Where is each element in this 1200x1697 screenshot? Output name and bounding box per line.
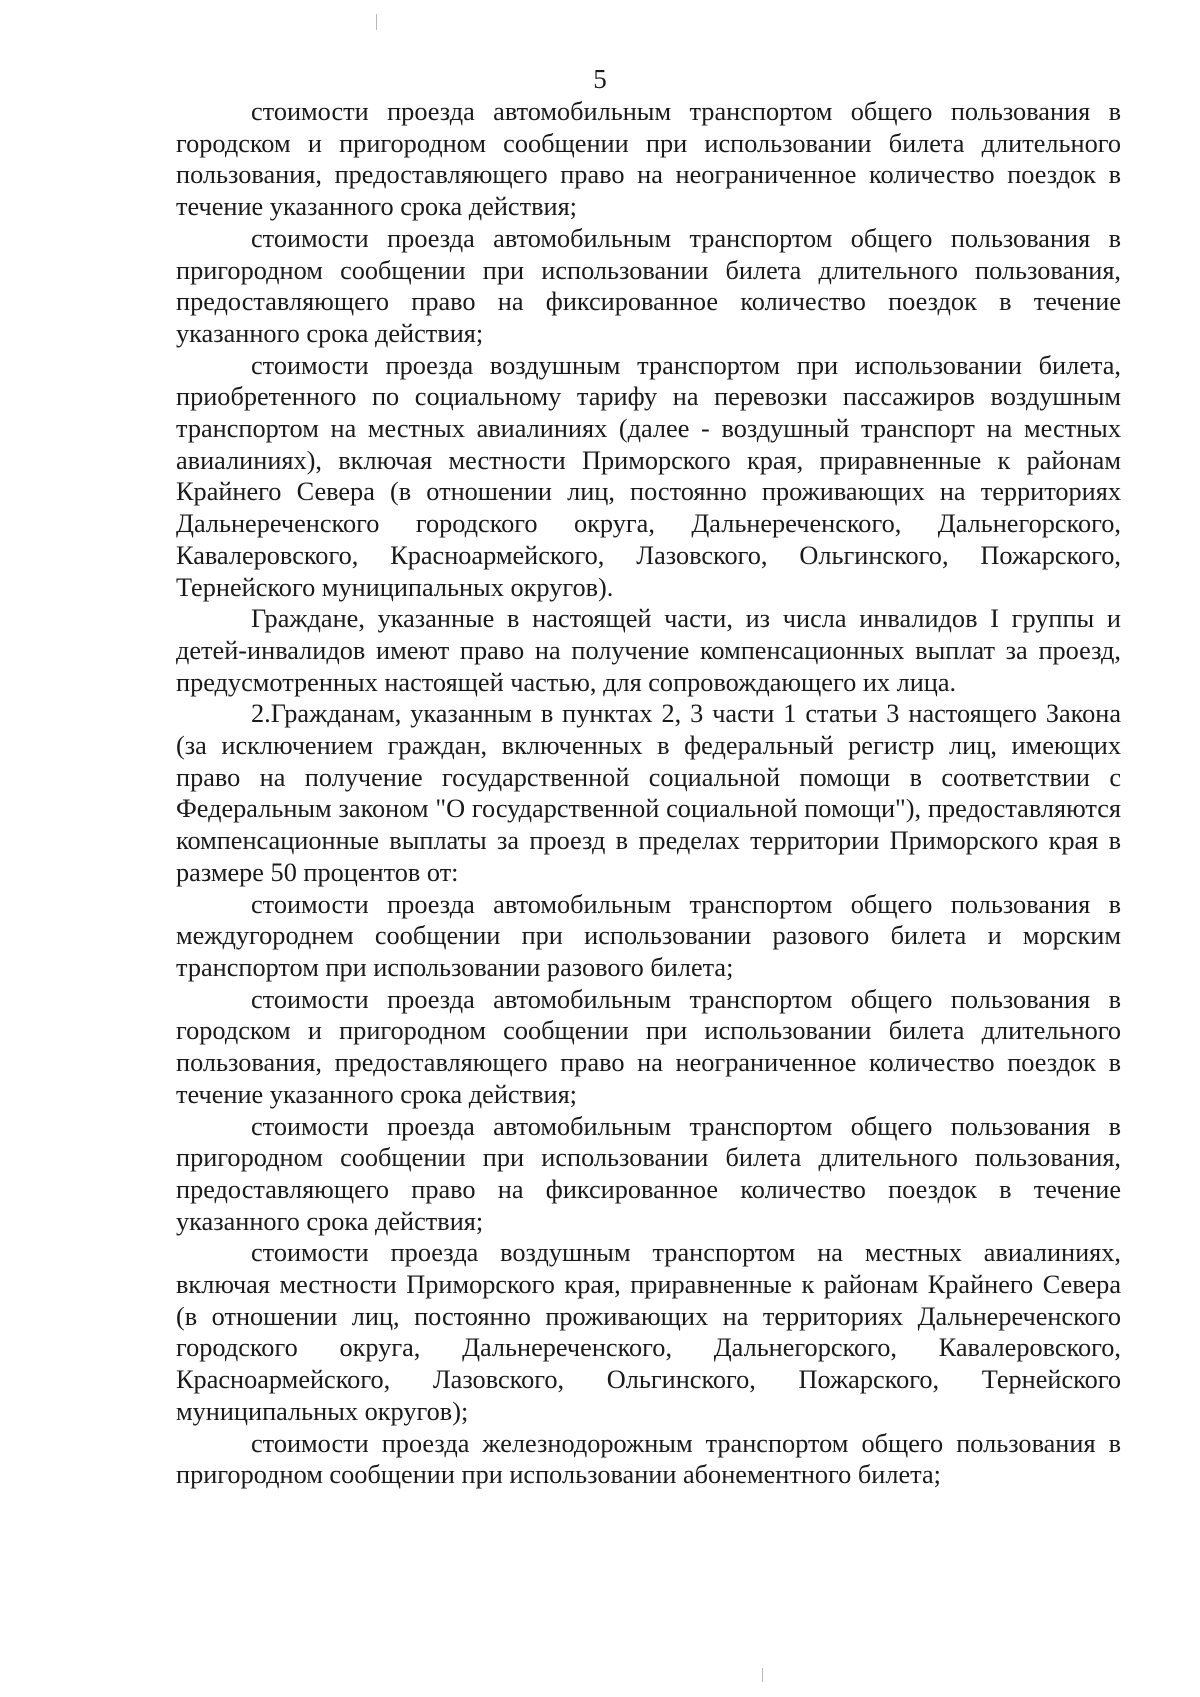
paragraph: стоимости проезда автомобильным транспортом общего пользования в междугороднем сообщении при использовании разового билета и морским транспортом при использовании разового билета; — [176, 889, 1121, 982]
paragraph: стоимости проезда воздушным транспортом на местных авиалиниях, включая местности Приморского края, приравненные к районам Крайнего Севера (в отношении лиц, постоянно проживающих на территориях Дальнереченского городского округа, Дальнереченского, Дальнегорского, Кавалеровского, Красноармейского, Лазовского, Ольгинского, Пожарского, Тернейского муниципальных округов); — [176, 1238, 1121, 1426]
page-number: 5 — [593, 64, 607, 94]
paragraph: стоимости проезда железнодорожным транспортом общего пользования в пригородном сообщении при использовании абонементного билета; — [176, 1428, 1121, 1490]
paragraph: стоимости проезда автомобильным транспортом общего пользования в пригородном сообщении при использовании билета длительного пользования, предоставляющего право на фиксированное количество поездок в течение указанного срока действия; — [176, 223, 1121, 348]
scan-mark-bottom — [762, 1668, 763, 1682]
paragraph: стоимости проезда автомобильным транспортом общего пользования в городском и пригородном сообщении при использовании билета длительного пользования, предоставляющего право на неограниченное количество поездок в течение указанного срока действия; — [176, 97, 1121, 222]
paragraph: стоимости проезда автомобильным транспортом общего пользования в пригородном сообщении при использовании билета длительного пользования, предоставляющего право на фиксированное количество поездок в течение указанного срока действия; — [176, 1111, 1121, 1236]
document-body — [176, 96, 1121, 1491]
paragraph: стоимости проезда автомобильным транспортом общего пользования в городском и пригородном сообщении при использовании билета длительного пользования, предоставляющего право на неограниченное количество поездок в течение указанного срока действия; — [176, 984, 1121, 1109]
paragraph: стоимости проезда воздушным транспортом при использовании билета, приобретенного по социальному тарифу на перевозки пассажиров воздушным транспортом на местных авиалиниях (далее - воздушный транспорт на местных авиалиниях), включая местности Приморского края, приравненные к районам Крайнего Севера (в отношении лиц, постоянно проживающих на территориях Дальнереченского городского округа, Дальнереченского, Дальнегорского, Кавалеровского, Красноармейского, Лазовского, Ольгинского, Пожарского, Тернейского муниципальных округов). — [176, 350, 1121, 602]
paragraph: 2.Гражданам, указанным в пунктах 2, 3 части 1 статьи 3 настоящего Закона (за исключением граждан, включенных в федеральный регистр лиц, имеющих право на получение государственной социальной помощи в соответствии с Федеральным законом "О государственной социальной помощи"), предоставляются компенсационные выплаты за проезд в пределах территории Приморского края в размере 50 процентов от: — [176, 699, 1121, 887]
paragraph: Граждане, указанные в настоящей части, из числа инвалидов I группы и детей-инвалидов имеют право на получение компенсационных выплат за проезд, предусмотренных настоящей частью, для сопровождающего их лица. — [176, 604, 1121, 697]
scan-mark-top — [376, 14, 377, 30]
